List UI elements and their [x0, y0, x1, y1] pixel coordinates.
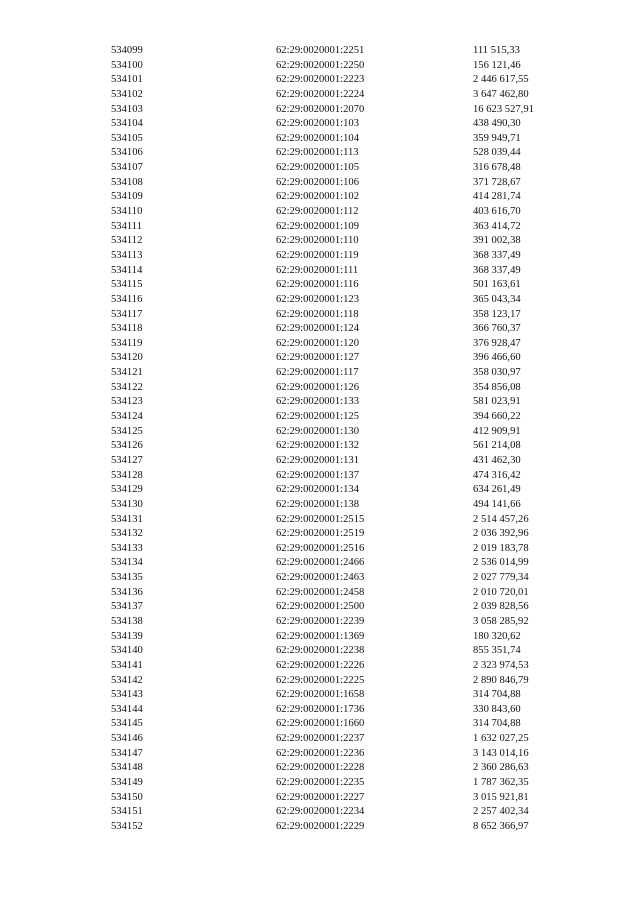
row-number-cell: 534110 — [111, 206, 143, 218]
value-cell: 474 316,42 — [473, 469, 521, 481]
row-number-cell: 534099 — [111, 45, 143, 56]
cadastral-number-cell: 62:29:0020001:2519 — [276, 528, 365, 540]
cadastral-number-cell: 62:29:0020001:2223 — [276, 74, 365, 86]
row-number-cell: 534105 — [111, 132, 143, 144]
row-number-cell: 534126 — [111, 440, 143, 452]
table-row — [0, 586, 640, 601]
table-row — [0, 351, 640, 366]
cadastral-number-cell: 62:29:0020001:132 — [276, 440, 359, 452]
cadastral-number-cell: 62:29:0020001:110 — [276, 235, 359, 247]
table-row — [0, 293, 640, 308]
cadastral-number-cell: 62:29:0020001:125 — [276, 411, 359, 423]
row-number-cell: 534146 — [111, 733, 143, 745]
table-row — [0, 381, 640, 396]
value-cell: 368 337,49 — [473, 264, 521, 276]
value-cell: 1 632 027,25 — [473, 733, 529, 745]
table-row — [0, 425, 640, 440]
cadastral-number-cell: 62:29:0020001:116 — [276, 279, 359, 291]
value-cell: 1 787 362,35 — [473, 777, 529, 789]
value-cell: 376 928,47 — [473, 337, 521, 349]
cadastral-number-cell: 62:29:0020001:2225 — [276, 674, 365, 686]
row-number-cell: 534145 — [111, 718, 143, 730]
cadastral-number-cell: 62:29:0020001:2239 — [276, 615, 365, 627]
value-cell: 368 337,49 — [473, 249, 521, 261]
table-row — [0, 791, 640, 806]
cadastral-number-cell: 62:29:0020001:103 — [276, 118, 359, 130]
cadastral-number-cell: 62:29:0020001:2234 — [276, 806, 365, 818]
table-row — [0, 59, 640, 74]
row-number-cell: 534135 — [111, 572, 143, 584]
value-cell: 3 143 014,16 — [473, 747, 529, 759]
row-number-cell: 534123 — [111, 396, 143, 408]
row-number-cell: 534128 — [111, 469, 143, 481]
row-number-cell: 534150 — [111, 791, 143, 803]
cadastral-number-cell: 62:29:0020001:131 — [276, 454, 359, 466]
value-cell: 2 010 720,01 — [473, 586, 529, 598]
row-number-cell: 534138 — [111, 615, 143, 627]
row-number-cell: 534120 — [111, 352, 143, 364]
cadastral-number-cell: 62:29:0020001:119 — [276, 249, 359, 261]
value-cell: 363 414,72 — [473, 220, 521, 232]
value-cell: 2 360 286,63 — [473, 762, 529, 774]
row-number-cell: 534132 — [111, 528, 143, 540]
cadastral-number-cell: 62:29:0020001:2229 — [276, 820, 365, 832]
row-number-cell: 534108 — [111, 176, 143, 188]
table-row — [0, 732, 640, 747]
cadastral-number-cell: 62:29:0020001:109 — [276, 220, 359, 232]
table-row — [0, 644, 640, 659]
table-row — [0, 556, 640, 571]
value-cell: 180 320,62 — [473, 630, 521, 642]
row-number-cell: 534141 — [111, 659, 143, 671]
value-cell: 2 257 402,34 — [473, 806, 529, 818]
table-row — [0, 220, 640, 235]
cadastral-number-cell: 62:29:0020001:104 — [276, 132, 359, 144]
table-row — [0, 498, 640, 513]
row-number-cell: 534152 — [111, 820, 143, 832]
value-cell: 330 843,60 — [473, 703, 521, 715]
table-row — [0, 176, 640, 191]
table-row — [0, 337, 640, 352]
cadastral-number-cell: 62:29:0020001:2226 — [276, 659, 365, 671]
table-row — [0, 249, 640, 264]
table-row — [0, 820, 640, 835]
row-number-cell: 534107 — [111, 162, 143, 174]
cadastral-number-cell: 62:29:0020001:2224 — [276, 88, 365, 100]
cadastral-number-cell: 62:29:0020001:126 — [276, 381, 359, 393]
row-number-cell: 534118 — [111, 323, 143, 335]
cadastral-number-cell: 62:29:0020001:2515 — [276, 513, 365, 525]
value-cell: 358 030,97 — [473, 367, 521, 379]
cadastral-number-cell: 62:29:0020001:1736 — [276, 703, 365, 715]
cadastral-number-cell: 62:29:0020001:118 — [276, 308, 359, 320]
value-cell: 396 466,60 — [473, 352, 521, 364]
table-row — [0, 366, 640, 381]
cadastral-number-cell: 62:29:0020001:2228 — [276, 762, 365, 774]
document-table — [0, 44, 640, 835]
value-cell: 314 704,88 — [473, 689, 521, 701]
row-number-cell: 534111 — [111, 220, 142, 232]
table-row — [0, 469, 640, 484]
value-cell: 561 214,08 — [473, 440, 521, 452]
value-cell: 581 023,91 — [473, 396, 521, 408]
row-number-cell: 534127 — [111, 454, 143, 466]
cadastral-number-cell: 62:29:0020001:113 — [276, 147, 359, 159]
cadastral-number-cell: 62:29:0020001:2237 — [276, 733, 365, 745]
table-row — [0, 674, 640, 689]
row-number-cell: 534124 — [111, 411, 143, 423]
table-row — [0, 190, 640, 205]
row-number-cell: 534104 — [111, 118, 143, 130]
table-row — [0, 776, 640, 791]
value-cell: 358 123,17 — [473, 308, 521, 320]
value-cell: 2 323 974,53 — [473, 659, 529, 671]
row-number-cell: 534102 — [111, 88, 143, 100]
table-row — [0, 747, 640, 762]
row-number-cell: 534113 — [111, 249, 143, 261]
table-row — [0, 205, 640, 220]
row-number-cell: 534147 — [111, 747, 143, 759]
row-number-cell: 534137 — [111, 601, 143, 613]
cadastral-number-cell: 62:29:0020001:106 — [276, 176, 359, 188]
table-row — [0, 761, 640, 776]
cadastral-number-cell: 62:29:0020001:112 — [276, 206, 359, 218]
table-row — [0, 688, 640, 703]
table-row — [0, 410, 640, 425]
value-cell: 366 760,37 — [473, 323, 521, 335]
value-cell: 394 660,22 — [473, 411, 521, 423]
value-cell: 314 704,88 — [473, 718, 521, 730]
row-number-cell: 534101 — [111, 74, 143, 86]
value-cell: 2 027 779,34 — [473, 572, 529, 584]
value-cell: 156 121,46 — [473, 59, 521, 71]
cadastral-number-cell: 62:29:0020001:2458 — [276, 586, 365, 598]
table-row — [0, 146, 640, 161]
value-cell: 371 728,67 — [473, 176, 521, 188]
row-number-cell: 534134 — [111, 557, 143, 569]
table-row — [0, 454, 640, 469]
table-row — [0, 717, 640, 732]
row-number-cell: 534133 — [111, 542, 143, 554]
row-number-cell: 534103 — [111, 103, 143, 115]
value-cell: 111 515,33 — [473, 45, 520, 56]
row-number-cell: 534148 — [111, 762, 143, 774]
cadastral-number-cell: 62:29:0020001:1658 — [276, 689, 365, 701]
value-cell: 3 647 462,80 — [473, 88, 529, 100]
table-row — [0, 703, 640, 718]
cadastral-number-cell: 62:29:0020001:2466 — [276, 557, 365, 569]
table-row — [0, 278, 640, 293]
cadastral-number-cell: 62:29:0020001:2250 — [276, 59, 365, 71]
value-cell: 2 514 457,26 — [473, 513, 529, 525]
value-cell: 501 163,61 — [473, 279, 521, 291]
table-row — [0, 805, 640, 820]
table-row — [0, 234, 640, 249]
cadastral-number-cell: 62:29:0020001:133 — [276, 396, 359, 408]
value-cell: 2 019 183,78 — [473, 542, 529, 554]
cadastral-number-cell: 62:29:0020001:2463 — [276, 572, 365, 584]
value-cell: 494 141,66 — [473, 498, 521, 510]
cadastral-number-cell: 62:29:0020001:138 — [276, 498, 359, 510]
table-row — [0, 630, 640, 645]
value-cell: 365 043,34 — [473, 293, 521, 305]
table-row — [0, 600, 640, 615]
row-number-cell: 534129 — [111, 484, 143, 496]
table-row — [0, 88, 640, 103]
value-cell: 316 678,48 — [473, 162, 521, 174]
row-number-cell: 534114 — [111, 264, 143, 276]
value-cell: 354 856,08 — [473, 381, 521, 393]
row-number-cell: 534119 — [111, 337, 143, 349]
table-row — [0, 44, 640, 59]
cadastral-number-cell: 62:29:0020001:2235 — [276, 777, 365, 789]
value-cell: 634 261,49 — [473, 484, 521, 496]
cadastral-number-cell: 62:29:0020001:130 — [276, 425, 359, 437]
row-number-cell: 534142 — [111, 674, 143, 686]
cadastral-number-cell: 62:29:0020001:120 — [276, 337, 359, 349]
table-row — [0, 308, 640, 323]
table-row — [0, 161, 640, 176]
table-row — [0, 483, 640, 498]
value-cell: 3 058 285,92 — [473, 615, 529, 627]
row-number-cell: 534136 — [111, 586, 143, 598]
row-number-cell: 534122 — [111, 381, 143, 393]
table-row — [0, 264, 640, 279]
table-row — [0, 132, 640, 147]
row-number-cell: 534106 — [111, 147, 143, 159]
table-row — [0, 659, 640, 674]
table-row — [0, 395, 640, 410]
cadastral-number-cell: 62:29:0020001:2070 — [276, 103, 365, 115]
cadastral-number-cell: 62:29:0020001:2251 — [276, 45, 365, 56]
value-cell: 855 351,74 — [473, 645, 521, 657]
value-cell: 16 623 527,91 — [473, 103, 534, 115]
value-cell: 528 039,44 — [473, 147, 521, 159]
cadastral-number-cell: 62:29:0020001:134 — [276, 484, 359, 496]
cadastral-number-cell: 62:29:0020001:117 — [276, 367, 359, 379]
table-row — [0, 117, 640, 132]
row-number-cell: 534143 — [111, 689, 143, 701]
cadastral-number-cell: 62:29:0020001:123 — [276, 293, 359, 305]
cadastral-number-cell: 62:29:0020001:111 — [276, 264, 359, 276]
table-row — [0, 439, 640, 454]
row-number-cell: 534100 — [111, 59, 143, 71]
cadastral-number-cell: 62:29:0020001:127 — [276, 352, 359, 364]
value-cell: 8 652 366,97 — [473, 820, 529, 832]
cadastral-number-cell: 62:29:0020001:1369 — [276, 630, 365, 642]
cadastral-number-cell: 62:29:0020001:102 — [276, 191, 359, 203]
table-row — [0, 322, 640, 337]
row-number-cell: 534109 — [111, 191, 143, 203]
row-number-cell: 534149 — [111, 777, 143, 789]
value-cell: 438 490,30 — [473, 118, 521, 130]
row-number-cell: 534139 — [111, 630, 143, 642]
value-cell: 414 281,74 — [473, 191, 521, 203]
table-row — [0, 527, 640, 542]
cadastral-number-cell: 62:29:0020001:2236 — [276, 747, 365, 759]
cadastral-number-cell: 62:29:0020001:1660 — [276, 718, 365, 730]
row-number-cell: 534131 — [111, 513, 143, 525]
value-cell: 2 036 392,96 — [473, 528, 529, 540]
value-cell: 2 536 014,99 — [473, 557, 529, 569]
row-number-cell: 534140 — [111, 645, 143, 657]
table-row — [0, 542, 640, 557]
value-cell: 2 039 828,56 — [473, 601, 529, 613]
cadastral-number-cell: 62:29:0020001:2500 — [276, 601, 365, 613]
table-row — [0, 571, 640, 586]
value-cell: 403 616,70 — [473, 206, 521, 218]
value-cell: 431 462,30 — [473, 454, 521, 466]
row-number-cell: 534125 — [111, 425, 143, 437]
row-number-cell: 534151 — [111, 806, 143, 818]
value-cell: 412 909,91 — [473, 425, 521, 437]
cadastral-number-cell: 62:29:0020001:2227 — [276, 791, 365, 803]
value-cell: 3 015 921,81 — [473, 791, 529, 803]
table-row — [0, 103, 640, 118]
row-number-cell: 534144 — [111, 703, 143, 715]
value-cell: 359 949,71 — [473, 132, 521, 144]
row-number-cell: 534115 — [111, 279, 143, 291]
cadastral-number-cell: 62:29:0020001:137 — [276, 469, 359, 481]
cadastral-number-cell: 62:29:0020001:124 — [276, 323, 359, 335]
cadastral-number-cell: 62:29:0020001:2238 — [276, 645, 365, 657]
table-row — [0, 73, 640, 88]
cadastral-number-cell: 62:29:0020001:2516 — [276, 542, 365, 554]
value-cell: 2 890 846,79 — [473, 674, 529, 686]
table-row — [0, 513, 640, 528]
cadastral-number-cell: 62:29:0020001:105 — [276, 162, 359, 174]
value-cell: 2 446 617,55 — [473, 74, 529, 86]
row-number-cell: 534121 — [111, 367, 143, 379]
table-row — [0, 615, 640, 630]
row-number-cell: 534112 — [111, 235, 143, 247]
row-number-cell: 534117 — [111, 308, 143, 320]
value-cell: 391 002,38 — [473, 235, 521, 247]
row-number-cell: 534130 — [111, 498, 143, 510]
row-number-cell: 534116 — [111, 293, 143, 305]
